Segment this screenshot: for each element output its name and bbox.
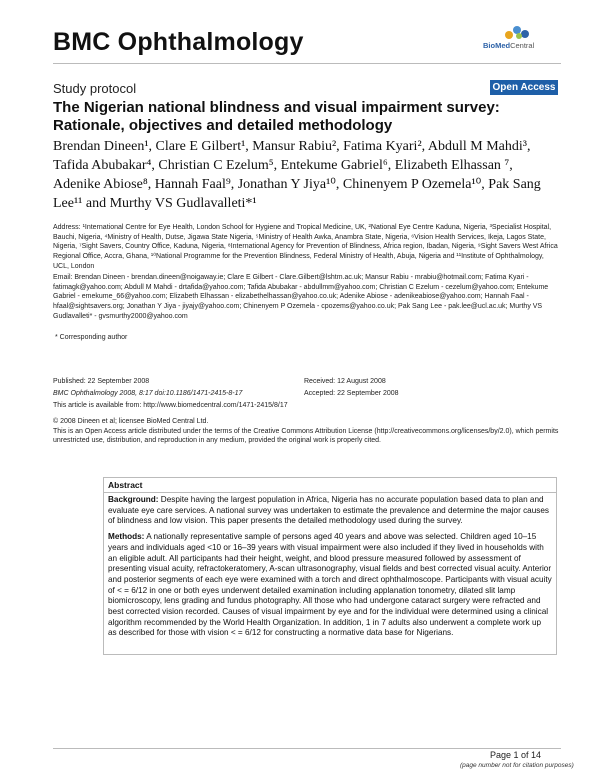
received-date: Received: 12 August 2008 xyxy=(304,378,386,385)
logo-dot xyxy=(521,30,529,38)
abstract-box xyxy=(103,477,557,655)
accepted-date: Accepted: 22 September 2008 xyxy=(304,390,399,397)
logo-dot xyxy=(505,31,513,39)
author-list: Brendan Dineen¹, Clare E Gilbert¹, Mansur Rabiu², Fatima Kyari², Abdull M Mahdi³, Tafida Abubakar⁴, Christian C Ezelum⁵, Entekume Gabriel⁶, Elizabeth Elhassan ⁷, Adenike Abiose⁸, Hannah Faal⁹, Jonathan Y Jiya¹⁰, Chinenyem P Ozemela¹⁰, Pak Sang Lee¹¹ and Murthy VS Gudlavalleti*¹ xyxy=(53,139,541,211)
background-label: Background: xyxy=(108,495,159,504)
methods-label: Methods: xyxy=(108,532,145,542)
copyright: © 2008 Dineen et al; licensee BioMed Central Ltd. xyxy=(53,418,209,425)
methods-text: A nationally representative sample of persons aged 40 years and above was selected. Children aged 10–15 years and individuals aged <10 or 16–39 years with visual impairment were also included if they lived in households with an eligible adult. All participants had their height, weight, and blood pressure measured followed by assessment of presenting visual acuity, refractokeratomery, A-scan ultrasonography, visual fields and best corrected visual acuity. Anterior and posterior segments of each eye were examined with a torch and direct ophthalmoscope. Participants with visual acuity of < = 6/12 in one or both eyes underwent detailed examination including applanation tonometry, dilated slit lamp biomicroscopy, lens grading and fundus photography. All those who had undergone cataract surgery were refracted and best corrected vision recorded. Causes of visual impairment by eye and for the individual were determined using a clinical algorithm recommended by the World Health Organization. In addition, 1 in 7 adults also underwent a complete work up as described for those with vision < = 6/12 for constructing a normative data base for Nigerians. xyxy=(108,532,552,638)
header-divider xyxy=(53,63,561,64)
abstract-divider xyxy=(104,492,556,493)
abstract-methods xyxy=(108,532,552,639)
abstract-heading: Abstract xyxy=(108,480,143,490)
background-text: Despite having the largest population in Africa, Nigeria has no accurate population based data to plan and evaluate eye care services. A national survey was undertaken to estimate the prevalence and determine the major causes of blindness and low vision. This paper presents the detailed methodology used during the survey. xyxy=(108,495,550,526)
publication-info xyxy=(53,376,288,412)
license-text: This is an Open Access article distributed under the terms of the Creative Commons Attribution License (http://creativecommons.org/licenses/by/2.0), which permits unrestricted use, distribution, and reproduction in any medium, provided the original work is properly cited. xyxy=(53,427,559,445)
published-date: Published: 22 September 2008 xyxy=(53,378,150,385)
abstract-background xyxy=(108,495,552,527)
journal-title: BMC Ophthalmology xyxy=(53,28,304,56)
biomed-central-logo xyxy=(483,26,553,54)
abstract-body xyxy=(108,495,552,644)
logo-text xyxy=(483,41,534,50)
article-type: Study protocol xyxy=(53,81,137,96)
article-url[interactable]: This article is available from: http://www.biomedcentral.com/1471-2415/8/17 xyxy=(53,402,288,409)
footer-divider xyxy=(53,748,561,749)
author-emails: Email: Brendan Dineen - brendan.dineen@noigaway.ie; Clare E Gilbert - Clare.Gilbert@lshtm.ac.uk; Mansur Rabiu - mrabiu@hotmail.com; Fatima Kyari - fatimagk@yahoo.com; Abdull M Mahdi - drtafida@yahoo.com; Tafida Abubakar - abdullmm@yahoo.com; Christian C Ezelum - cezelum@yahoo.com; Entekume Gabriel - emekume_66@yahoo.com; Elizabeth Elhassan - elizabethelhassan@yahoo.co.uk; Adenike Abiose - adenikeabiose@yahoo.com; Hannah Faal - hfaal@sightsavers.org; Jonathan Y Jiya - jiyajy@yahoo.com; Chinenyem P Ozemela - cpozems@yahoo.co.uk; Pak Sang Lee - pak.lee@ucl.ac.uk; Murthy VS Gudlavalleti* - gvsmurthy2000@yahoo.com xyxy=(53,274,549,320)
citation: BMC Ophthalmology 2008, 8:17 doi:10.1186/1471-2415-8-17 xyxy=(53,390,243,397)
article-title: The Nigerian national blindness and visual impairment survey: Rationale, objectives and detailed methodology xyxy=(53,99,500,134)
affiliations: Address: ¹International Centre for Eye Health, London School for Hygiene and Tropical Medicine, UK, ²National Eye Centre Kaduna, Nigeria, ³Specialist Hospital, Bauchi, Nigeria, ⁴Ministry of Health, Dutse, Jigawa State Nigeria, ⁵Ministry of Health Awka, Anambra State, Nigeria, ⁶Vision Health Services, Ikeja, Lagos State, Nigeria, ⁷Sight Savers, Country Office, Kaduna, Nigeria, ⁸International Agency for Prevention of Blindness, Africa region, Ibadan, Nigeria, ⁹Sight Savers West Africa Regional Office, Accra, Ghana, ¹⁰National Programme for the Prevention Blindness, Federal Ministry of Health, Abuja, Nigeria and ¹¹Institute of Ophthalmology, UCL, London xyxy=(53,224,558,270)
dates-info xyxy=(304,376,399,400)
page-number: Page 1 of 14 xyxy=(490,750,542,760)
open-access-badge[interactable]: Open Access xyxy=(490,80,558,95)
copyright-block xyxy=(53,417,561,446)
logo-dots xyxy=(505,26,535,40)
logo-central: Central xyxy=(510,41,535,50)
corresponding-author-note: * Corresponding author xyxy=(55,334,128,341)
citation-note: (page number not for citation purposes) xyxy=(460,762,574,769)
logo-dot xyxy=(516,33,522,39)
logo-bio: BioMed xyxy=(483,41,511,50)
